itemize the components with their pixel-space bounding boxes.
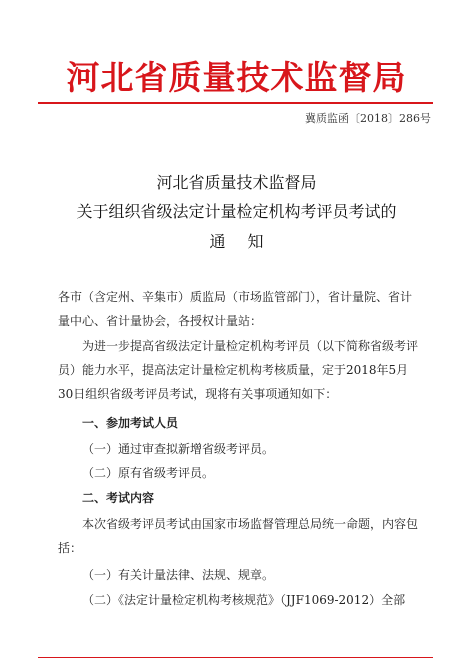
document-number: 冀质监函〔2018〕286号 <box>305 112 431 125</box>
section-2-paragraph: 本次省级考评员考试由国家市场监督管理总局统一命题，内容包括： <box>58 517 419 555</box>
footer-rule <box>38 657 433 658</box>
red-header-rule <box>38 102 433 104</box>
section-2-heading: 二、考试内容 <box>82 491 155 505</box>
recipients-paragraph: 各市（含定州、辛集市）质监局（市场监管部门），省计量院、省计量中心、省计量协会，各授权计量站： <box>58 290 413 328</box>
section-1-heading: 一、参加考试人员 <box>82 416 179 430</box>
title-line-2: 关于组织省级法定计量检定机构考评员考试的 <box>76 202 397 221</box>
title-line-3: 通知 <box>209 232 286 251</box>
intro-paragraph: 为进一步提高省级法定计量检定机构考评员（以下简称省级考评员）能力水平，提高法定计量检定机构考核质量，定于2018年5月30日组织省级考评员考试，现将有关事项通知如下： <box>58 339 419 401</box>
section-1-item-2: （二）原有省级考评员。 <box>82 466 215 480</box>
title-line-1: 河北省质量技术监督局 <box>156 173 317 192</box>
section-2-item-2: （二）《法定计量检定机构考核规范》（JJF1069-2012）全部 <box>82 593 406 607</box>
issuing-organization-header: 河北省质量技术监督局 <box>66 58 407 97</box>
section-1-item-1: （一）通过审查拟新增省级考评员。 <box>82 442 275 456</box>
section-2-item-1: （一）有关计量法律、法规、规章。 <box>82 568 275 582</box>
